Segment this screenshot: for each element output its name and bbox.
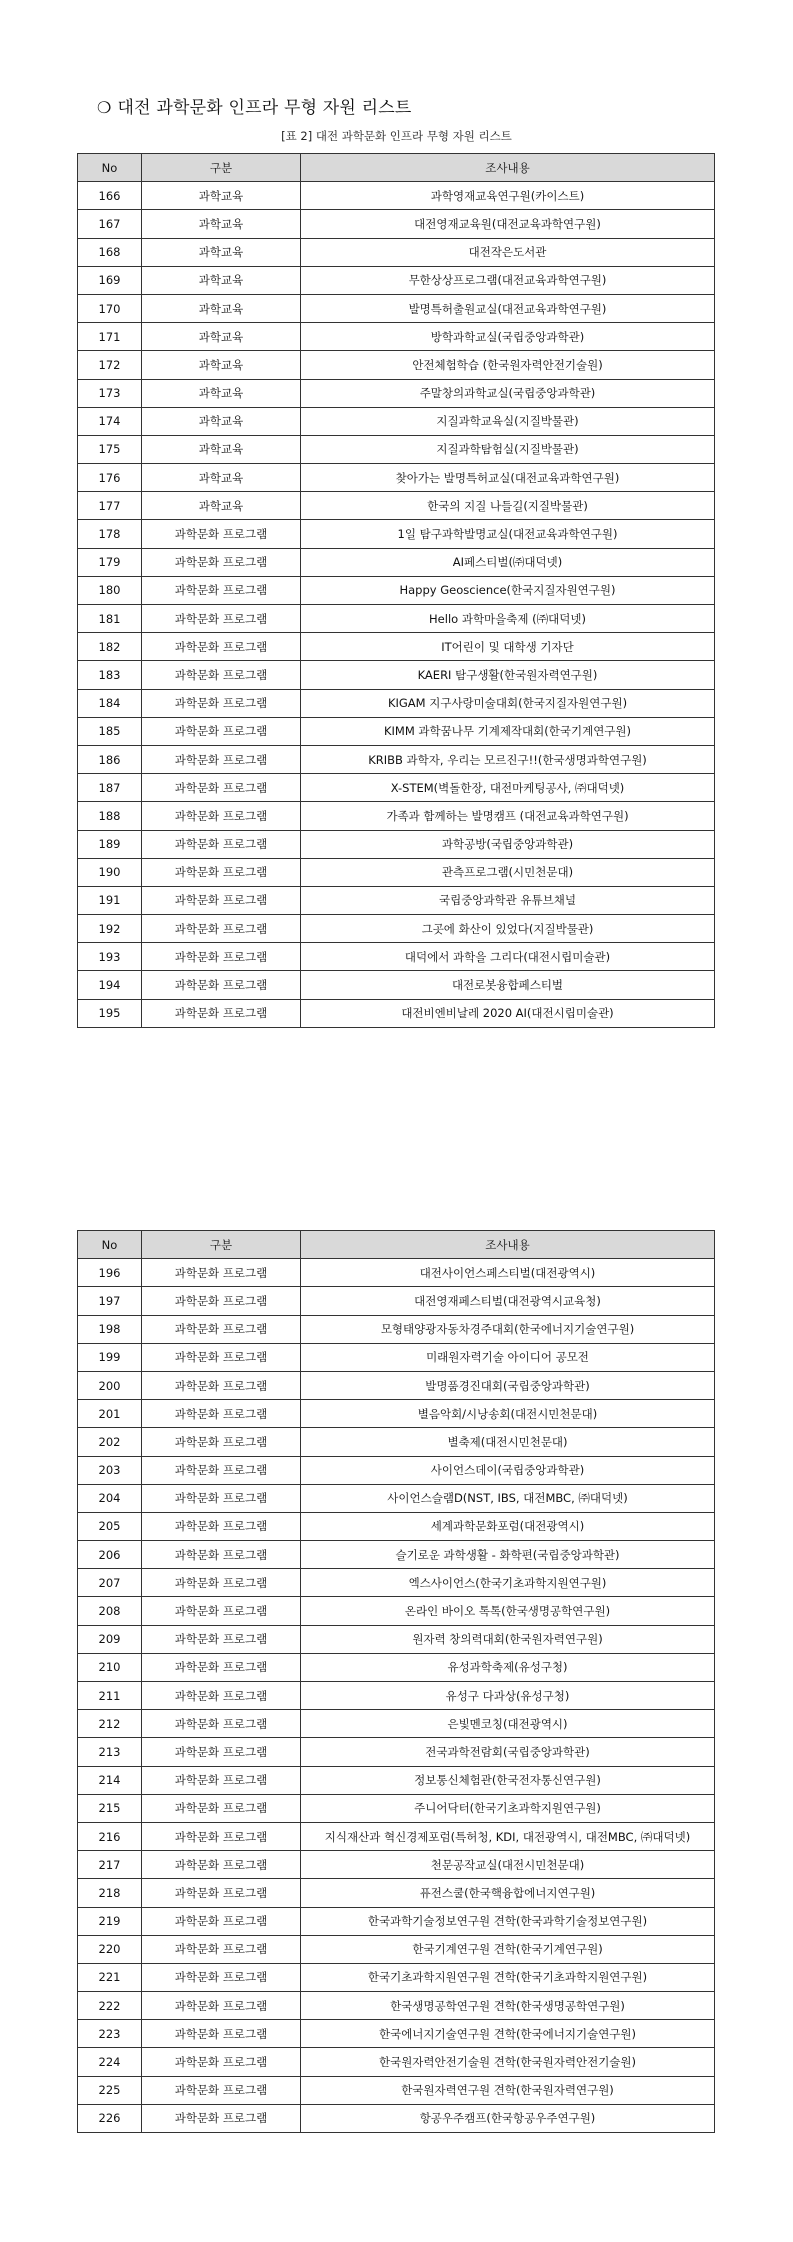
column-header-content: 조사내용 bbox=[301, 154, 715, 182]
table-row bbox=[78, 2104, 715, 2132]
table-row bbox=[78, 1259, 715, 1287]
cell-no: 174 bbox=[78, 407, 142, 435]
cell-content: Happy Geoscience(한국지질자원연구원) bbox=[301, 576, 715, 604]
cell-category: 과학문화 프로그램 bbox=[142, 1710, 301, 1738]
cell-content: 한국기초과학지원연구원 견학(한국기초과학지원연구원) bbox=[301, 1963, 715, 1991]
cell-no: 224 bbox=[78, 2048, 142, 2076]
table-row bbox=[78, 745, 715, 773]
cell-content: 대전비엔비날레 2020 AI(대전시립미술관) bbox=[301, 999, 715, 1027]
cell-content: 무한상상프로그램(대전교육과학연구원) bbox=[301, 266, 715, 294]
cell-content: 대전로봇융합페스티벌 bbox=[301, 971, 715, 999]
cell-category: 과학문화 프로그램 bbox=[142, 1597, 301, 1625]
table-row bbox=[78, 2076, 715, 2104]
table-row bbox=[78, 1738, 715, 1766]
cell-content: 퓨전스쿨(한국핵융합에너지연구원) bbox=[301, 1879, 715, 1907]
table-row bbox=[78, 717, 715, 745]
cell-no: 222 bbox=[78, 1992, 142, 2020]
table-row bbox=[78, 858, 715, 886]
cell-category: 과학문화 프로그램 bbox=[142, 1907, 301, 1935]
cell-content: 지질과학탐험실(지질박물관) bbox=[301, 435, 715, 463]
cell-category: 과학문화 프로그램 bbox=[142, 971, 301, 999]
cell-no: 191 bbox=[78, 886, 142, 914]
cell-content: 1일 탐구과학발명교실(대전교육과학연구원) bbox=[301, 520, 715, 548]
cell-no: 184 bbox=[78, 689, 142, 717]
table-row bbox=[78, 605, 715, 633]
table-row bbox=[78, 323, 715, 351]
cell-content: 별축제(대전시민천문대) bbox=[301, 1428, 715, 1456]
cell-content: 전국과학전람회(국립중앙과학관) bbox=[301, 1738, 715, 1766]
table-row bbox=[78, 774, 715, 802]
cell-category: 과학문화 프로그램 bbox=[142, 1512, 301, 1540]
cell-no: 175 bbox=[78, 435, 142, 463]
cell-category: 과학문화 프로그램 bbox=[142, 2104, 301, 2132]
cell-no: 212 bbox=[78, 1710, 142, 1738]
cell-category: 과학문화 프로그램 bbox=[142, 1851, 301, 1879]
cell-content: 정보통신체험관(한국전자통신연구원) bbox=[301, 1766, 715, 1794]
table-row bbox=[78, 633, 715, 661]
table-row bbox=[78, 1963, 715, 1991]
cell-category: 과학문화 프로그램 bbox=[142, 774, 301, 802]
table-row bbox=[78, 1710, 715, 1738]
cell-no: 211 bbox=[78, 1682, 142, 1710]
cell-no: 214 bbox=[78, 1766, 142, 1794]
cell-no: 206 bbox=[78, 1541, 142, 1569]
cell-no: 201 bbox=[78, 1400, 142, 1428]
cell-category: 과학문화 프로그램 bbox=[142, 2076, 301, 2104]
cell-no: 223 bbox=[78, 2020, 142, 2048]
cell-category: 과학문화 프로그램 bbox=[142, 1794, 301, 1822]
cell-no: 197 bbox=[78, 1287, 142, 1315]
cell-no: 219 bbox=[78, 1907, 142, 1935]
cell-category: 과학문화 프로그램 bbox=[142, 717, 301, 745]
cell-category: 과학문화 프로그램 bbox=[142, 1992, 301, 2020]
cell-content: 방학과학교실(국립중앙과학관) bbox=[301, 323, 715, 351]
cell-no: 166 bbox=[78, 182, 142, 210]
cell-no: 193 bbox=[78, 943, 142, 971]
column-header-category: 구분 bbox=[142, 1231, 301, 1259]
column-header-content: 조사내용 bbox=[301, 1231, 715, 1259]
cell-category: 과학문화 프로그램 bbox=[142, 1963, 301, 1991]
cell-content: KRIBB 과학자, 우리는 모르진구!!(한국생명과학연구원) bbox=[301, 745, 715, 773]
table-row bbox=[78, 1400, 715, 1428]
cell-category: 과학문화 프로그램 bbox=[142, 576, 301, 604]
cell-no: 169 bbox=[78, 266, 142, 294]
cell-content: 지질과학교육실(지질박물관) bbox=[301, 407, 715, 435]
resource-table-1 bbox=[77, 153, 715, 1028]
cell-no: 204 bbox=[78, 1484, 142, 1512]
cell-no: 215 bbox=[78, 1794, 142, 1822]
table-row bbox=[78, 943, 715, 971]
cell-no: 172 bbox=[78, 351, 142, 379]
cell-category: 과학문화 프로그램 bbox=[142, 689, 301, 717]
cell-no: 200 bbox=[78, 1371, 142, 1399]
cell-content: 별음악회/시낭송회(대전시민천문대) bbox=[301, 1400, 715, 1428]
table-header-row bbox=[78, 1231, 715, 1259]
cell-category: 과학문화 프로그램 bbox=[142, 1315, 301, 1343]
cell-no: 194 bbox=[78, 971, 142, 999]
cell-content: 한국원자력연구원 견학(한국원자력연구원) bbox=[301, 2076, 715, 2104]
cell-category: 과학교육 bbox=[142, 294, 301, 322]
cell-no: 225 bbox=[78, 2076, 142, 2104]
cell-no: 221 bbox=[78, 1963, 142, 1991]
table-row bbox=[78, 520, 715, 548]
table-row bbox=[78, 1484, 715, 1512]
cell-no: 171 bbox=[78, 323, 142, 351]
table-row bbox=[78, 1766, 715, 1794]
cell-category: 과학문화 프로그램 bbox=[142, 1935, 301, 1963]
table-row bbox=[78, 1512, 715, 1540]
cell-no: 192 bbox=[78, 915, 142, 943]
table-row bbox=[78, 915, 715, 943]
table-row bbox=[78, 1653, 715, 1681]
cell-category: 과학문화 프로그램 bbox=[142, 1738, 301, 1766]
cell-category: 과학문화 프로그램 bbox=[142, 1625, 301, 1653]
table-row bbox=[78, 1371, 715, 1399]
cell-no: 185 bbox=[78, 717, 142, 745]
cell-no: 179 bbox=[78, 548, 142, 576]
cell-content: 세계과학문화포럼(대전광역시) bbox=[301, 1512, 715, 1540]
cell-category: 과학문화 프로그램 bbox=[142, 520, 301, 548]
cell-content: 원자력 창의력대회(한국원자력연구원) bbox=[301, 1625, 715, 1653]
table-row bbox=[78, 1625, 715, 1653]
cell-no: 183 bbox=[78, 661, 142, 689]
table-body-1 bbox=[78, 182, 715, 1028]
cell-no: 216 bbox=[78, 1822, 142, 1850]
cell-no: 187 bbox=[78, 774, 142, 802]
cell-no: 186 bbox=[78, 745, 142, 773]
cell-no: 226 bbox=[78, 2104, 142, 2132]
cell-category: 과학교육 bbox=[142, 210, 301, 238]
cell-content: 대전영재페스티벌(대전광역시교육청) bbox=[301, 1287, 715, 1315]
table-row bbox=[78, 999, 715, 1027]
cell-content: 대전영재교육원(대전교육과학연구원) bbox=[301, 210, 715, 238]
cell-no: 189 bbox=[78, 830, 142, 858]
cell-no: 190 bbox=[78, 858, 142, 886]
cell-category: 과학문화 프로그램 bbox=[142, 1456, 301, 1484]
cell-content: 그곳에 화산이 있었다(지질박물관) bbox=[301, 915, 715, 943]
table-row bbox=[78, 379, 715, 407]
table-row bbox=[78, 1428, 715, 1456]
cell-no: 207 bbox=[78, 1569, 142, 1597]
cell-category: 과학문화 프로그램 bbox=[142, 1428, 301, 1456]
table-row bbox=[78, 266, 715, 294]
cell-content: 한국과학기술정보연구원 견학(한국과학기술정보연구원) bbox=[301, 1907, 715, 1935]
table-header-row bbox=[78, 154, 715, 182]
table-row bbox=[78, 802, 715, 830]
cell-category: 과학문화 프로그램 bbox=[142, 1879, 301, 1907]
cell-content: 모형태양광자동차경주대회(한국에너지기술연구원) bbox=[301, 1315, 715, 1343]
cell-content: 천문공작교실(대전시민천문대) bbox=[301, 1851, 715, 1879]
cell-content: 유성과학축제(유성구청) bbox=[301, 1653, 715, 1681]
cell-content: 사이언스슬램D(NST, IBS, 대전MBC, ㈜대덕넷) bbox=[301, 1484, 715, 1512]
cell-no: 188 bbox=[78, 802, 142, 830]
table-row bbox=[78, 830, 715, 858]
cell-no: 202 bbox=[78, 1428, 142, 1456]
cell-content: 온라인 바이오 톡톡(한국생명공학연구원) bbox=[301, 1597, 715, 1625]
cell-no: 213 bbox=[78, 1738, 142, 1766]
cell-no: 176 bbox=[78, 464, 142, 492]
cell-category: 과학문화 프로그램 bbox=[142, 858, 301, 886]
cell-category: 과학문화 프로그램 bbox=[142, 2048, 301, 2076]
cell-no: 180 bbox=[78, 576, 142, 604]
cell-category: 과학교육 bbox=[142, 266, 301, 294]
cell-content: 한국생명공학연구원 견학(한국생명공학연구원) bbox=[301, 1992, 715, 2020]
cell-category: 과학교육 bbox=[142, 182, 301, 210]
cell-no: 208 bbox=[78, 1597, 142, 1625]
table-row bbox=[78, 294, 715, 322]
cell-category: 과학문화 프로그램 bbox=[142, 1343, 301, 1371]
table-row bbox=[78, 1992, 715, 2020]
cell-category: 과학문화 프로그램 bbox=[142, 1259, 301, 1287]
table-row bbox=[78, 1315, 715, 1343]
cell-content: 주말창의과학교실(국립중앙과학관) bbox=[301, 379, 715, 407]
cell-no: 178 bbox=[78, 520, 142, 548]
table-row bbox=[78, 1597, 715, 1625]
cell-no: 195 bbox=[78, 999, 142, 1027]
section-heading-text: 대전 과학문화 인프라 무형 자원 리스트 bbox=[117, 98, 412, 118]
resource-table-2 bbox=[77, 1230, 715, 2133]
table-row bbox=[78, 1851, 715, 1879]
cell-content: KAERI 탐구생활(한국원자력연구원) bbox=[301, 661, 715, 689]
cell-category: 과학문화 프로그램 bbox=[142, 802, 301, 830]
cell-no: 170 bbox=[78, 294, 142, 322]
table-row bbox=[78, 1907, 715, 1935]
cell-category: 과학문화 프로그램 bbox=[142, 1287, 301, 1315]
table-row bbox=[78, 407, 715, 435]
cell-content: 국립중앙과학관 유튜브채널 bbox=[301, 886, 715, 914]
table-row bbox=[78, 182, 715, 210]
table-row bbox=[78, 1682, 715, 1710]
table-row bbox=[78, 1879, 715, 1907]
cell-category: 과학교육 bbox=[142, 464, 301, 492]
cell-no: 210 bbox=[78, 1653, 142, 1681]
table-row bbox=[78, 1541, 715, 1569]
table-row bbox=[78, 1822, 715, 1850]
cell-category: 과학문화 프로그램 bbox=[142, 915, 301, 943]
cell-content: 유성구 다과상(유성구청) bbox=[301, 1682, 715, 1710]
table-row bbox=[78, 2020, 715, 2048]
table-caption: [표 2] 대전 과학문화 인프라 무형 자원 리스트 bbox=[281, 129, 512, 143]
cell-content: Hello 과학마을축제 (㈜대덕넷) bbox=[301, 605, 715, 633]
table-row bbox=[78, 1287, 715, 1315]
cell-content: 한국에너지기술연구원 견학(한국에너지기술연구원) bbox=[301, 2020, 715, 2048]
cell-content: 사이언스데이(국립중앙과학관) bbox=[301, 1456, 715, 1484]
cell-category: 과학문화 프로그램 bbox=[142, 1541, 301, 1569]
cell-category: 과학교육 bbox=[142, 492, 301, 520]
cell-no: 167 bbox=[78, 210, 142, 238]
column-header-no: No bbox=[78, 154, 142, 182]
section-heading bbox=[97, 93, 412, 118]
cell-category: 과학문화 프로그램 bbox=[142, 1484, 301, 1512]
cell-content: 한국원자력안전기술원 견학(한국원자력안전기술원) bbox=[301, 2048, 715, 2076]
cell-no: 217 bbox=[78, 1851, 142, 1879]
cell-category: 과학교육 bbox=[142, 351, 301, 379]
cell-content: 은빛멘코칭(대전광역시) bbox=[301, 1710, 715, 1738]
cell-category: 과학문화 프로그램 bbox=[142, 548, 301, 576]
cell-content: 항공우주캠프(한국항공우주연구원) bbox=[301, 2104, 715, 2132]
cell-no: 182 bbox=[78, 633, 142, 661]
cell-category: 과학문화 프로그램 bbox=[142, 633, 301, 661]
cell-no: 218 bbox=[78, 1879, 142, 1907]
cell-content: 발명품경진대회(국립중앙과학관) bbox=[301, 1371, 715, 1399]
table-row bbox=[78, 1343, 715, 1371]
table-row bbox=[78, 1935, 715, 1963]
cell-content: 지식재산과 혁신경제포럼(특허청, KDI, 대전광역시, 대전MBC, ㈜대덕넷) bbox=[301, 1822, 715, 1850]
cell-no: 173 bbox=[78, 379, 142, 407]
table-row bbox=[78, 576, 715, 604]
cell-no: 199 bbox=[78, 1343, 142, 1371]
cell-category: 과학문화 프로그램 bbox=[142, 1371, 301, 1399]
cell-category: 과학문화 프로그램 bbox=[142, 943, 301, 971]
table-row bbox=[78, 1569, 715, 1597]
table-body-2 bbox=[78, 1259, 715, 2133]
cell-content: 슬기로운 과학생활 - 화학편(국립중앙과학관) bbox=[301, 1541, 715, 1569]
cell-category: 과학문화 프로그램 bbox=[142, 2020, 301, 2048]
cell-content: 찾아가는 발명특허교실(대전교육과학연구원) bbox=[301, 464, 715, 492]
table-row bbox=[78, 210, 715, 238]
cell-content: 한국의 지질 나들길(지질박물관) bbox=[301, 492, 715, 520]
cell-content: IT어린이 및 대학생 기자단 bbox=[301, 633, 715, 661]
table-row bbox=[78, 886, 715, 914]
cell-content: 과학영재교육연구원(카이스트) bbox=[301, 182, 715, 210]
cell-category: 과학문화 프로그램 bbox=[142, 1400, 301, 1428]
cell-category: 과학문화 프로그램 bbox=[142, 745, 301, 773]
cell-category: 과학교육 bbox=[142, 407, 301, 435]
cell-content: 발명특허출원교실(대전교육과학연구원) bbox=[301, 294, 715, 322]
table-row bbox=[78, 689, 715, 717]
cell-content: KIGAM 지구사랑미술대회(한국지질자원연구원) bbox=[301, 689, 715, 717]
table-row bbox=[78, 1456, 715, 1484]
table-row bbox=[78, 435, 715, 463]
table-row bbox=[78, 464, 715, 492]
cell-category: 과학문화 프로그램 bbox=[142, 605, 301, 633]
cell-no: 203 bbox=[78, 1456, 142, 1484]
cell-no: 181 bbox=[78, 605, 142, 633]
table-row bbox=[78, 238, 715, 266]
cell-no: 177 bbox=[78, 492, 142, 520]
table-row bbox=[78, 548, 715, 576]
table-row bbox=[78, 351, 715, 379]
cell-category: 과학문화 프로그램 bbox=[142, 1822, 301, 1850]
cell-category: 과학문화 프로그램 bbox=[142, 1653, 301, 1681]
cell-category: 과학문화 프로그램 bbox=[142, 1569, 301, 1597]
column-header-category: 구분 bbox=[142, 154, 301, 182]
cell-content: 주니어닥터(한국기초과학지원연구원) bbox=[301, 1794, 715, 1822]
table-row bbox=[78, 661, 715, 689]
cell-content: 엑스사이언스(한국기초과학지원연구원) bbox=[301, 1569, 715, 1597]
cell-content: 대전사이언스페스티벌(대전광역시) bbox=[301, 1259, 715, 1287]
cell-category: 과학교육 bbox=[142, 379, 301, 407]
cell-category: 과학문화 프로그램 bbox=[142, 1682, 301, 1710]
table-row bbox=[78, 1794, 715, 1822]
cell-category: 과학문화 프로그램 bbox=[142, 661, 301, 689]
cell-no: 209 bbox=[78, 1625, 142, 1653]
cell-no: 205 bbox=[78, 1512, 142, 1540]
cell-no: 220 bbox=[78, 1935, 142, 1963]
cell-category: 과학문화 프로그램 bbox=[142, 830, 301, 858]
table-row bbox=[78, 2048, 715, 2076]
cell-content: 과학공방(국립중앙과학관) bbox=[301, 830, 715, 858]
cell-content: 한국기계연구원 견학(한국기계연구원) bbox=[301, 1935, 715, 1963]
circle-bullet-icon: ❍ bbox=[97, 98, 112, 117]
cell-content: 미래원자력기술 아이디어 공모전 bbox=[301, 1343, 715, 1371]
cell-category: 과학교육 bbox=[142, 238, 301, 266]
cell-no: 168 bbox=[78, 238, 142, 266]
cell-content: 대전작은도서관 bbox=[301, 238, 715, 266]
cell-content: KIMM 과학꿈나무 기계제작대회(한국기계연구원) bbox=[301, 717, 715, 745]
cell-category: 과학교육 bbox=[142, 323, 301, 351]
table-row bbox=[78, 492, 715, 520]
column-header-no: No bbox=[78, 1231, 142, 1259]
cell-content: AI페스티벌(㈜대덕넷) bbox=[301, 548, 715, 576]
cell-category: 과학문화 프로그램 bbox=[142, 999, 301, 1027]
cell-category: 과학문화 프로그램 bbox=[142, 1766, 301, 1794]
cell-no: 196 bbox=[78, 1259, 142, 1287]
cell-category: 과학교육 bbox=[142, 435, 301, 463]
cell-content: 안전체험학습 (한국원자력안전기술원) bbox=[301, 351, 715, 379]
cell-category: 과학문화 프로그램 bbox=[142, 886, 301, 914]
cell-content: 관측프로그램(시민천문대) bbox=[301, 858, 715, 886]
cell-content: X-STEM(벽돌한장, 대전마케팅공사, ㈜대덕넷) bbox=[301, 774, 715, 802]
table-row bbox=[78, 971, 715, 999]
cell-content: 가족과 함께하는 발명캠프 (대전교육과학연구원) bbox=[301, 802, 715, 830]
cell-no: 198 bbox=[78, 1315, 142, 1343]
cell-content: 대덕에서 과학을 그리다(대전시립미술관) bbox=[301, 943, 715, 971]
